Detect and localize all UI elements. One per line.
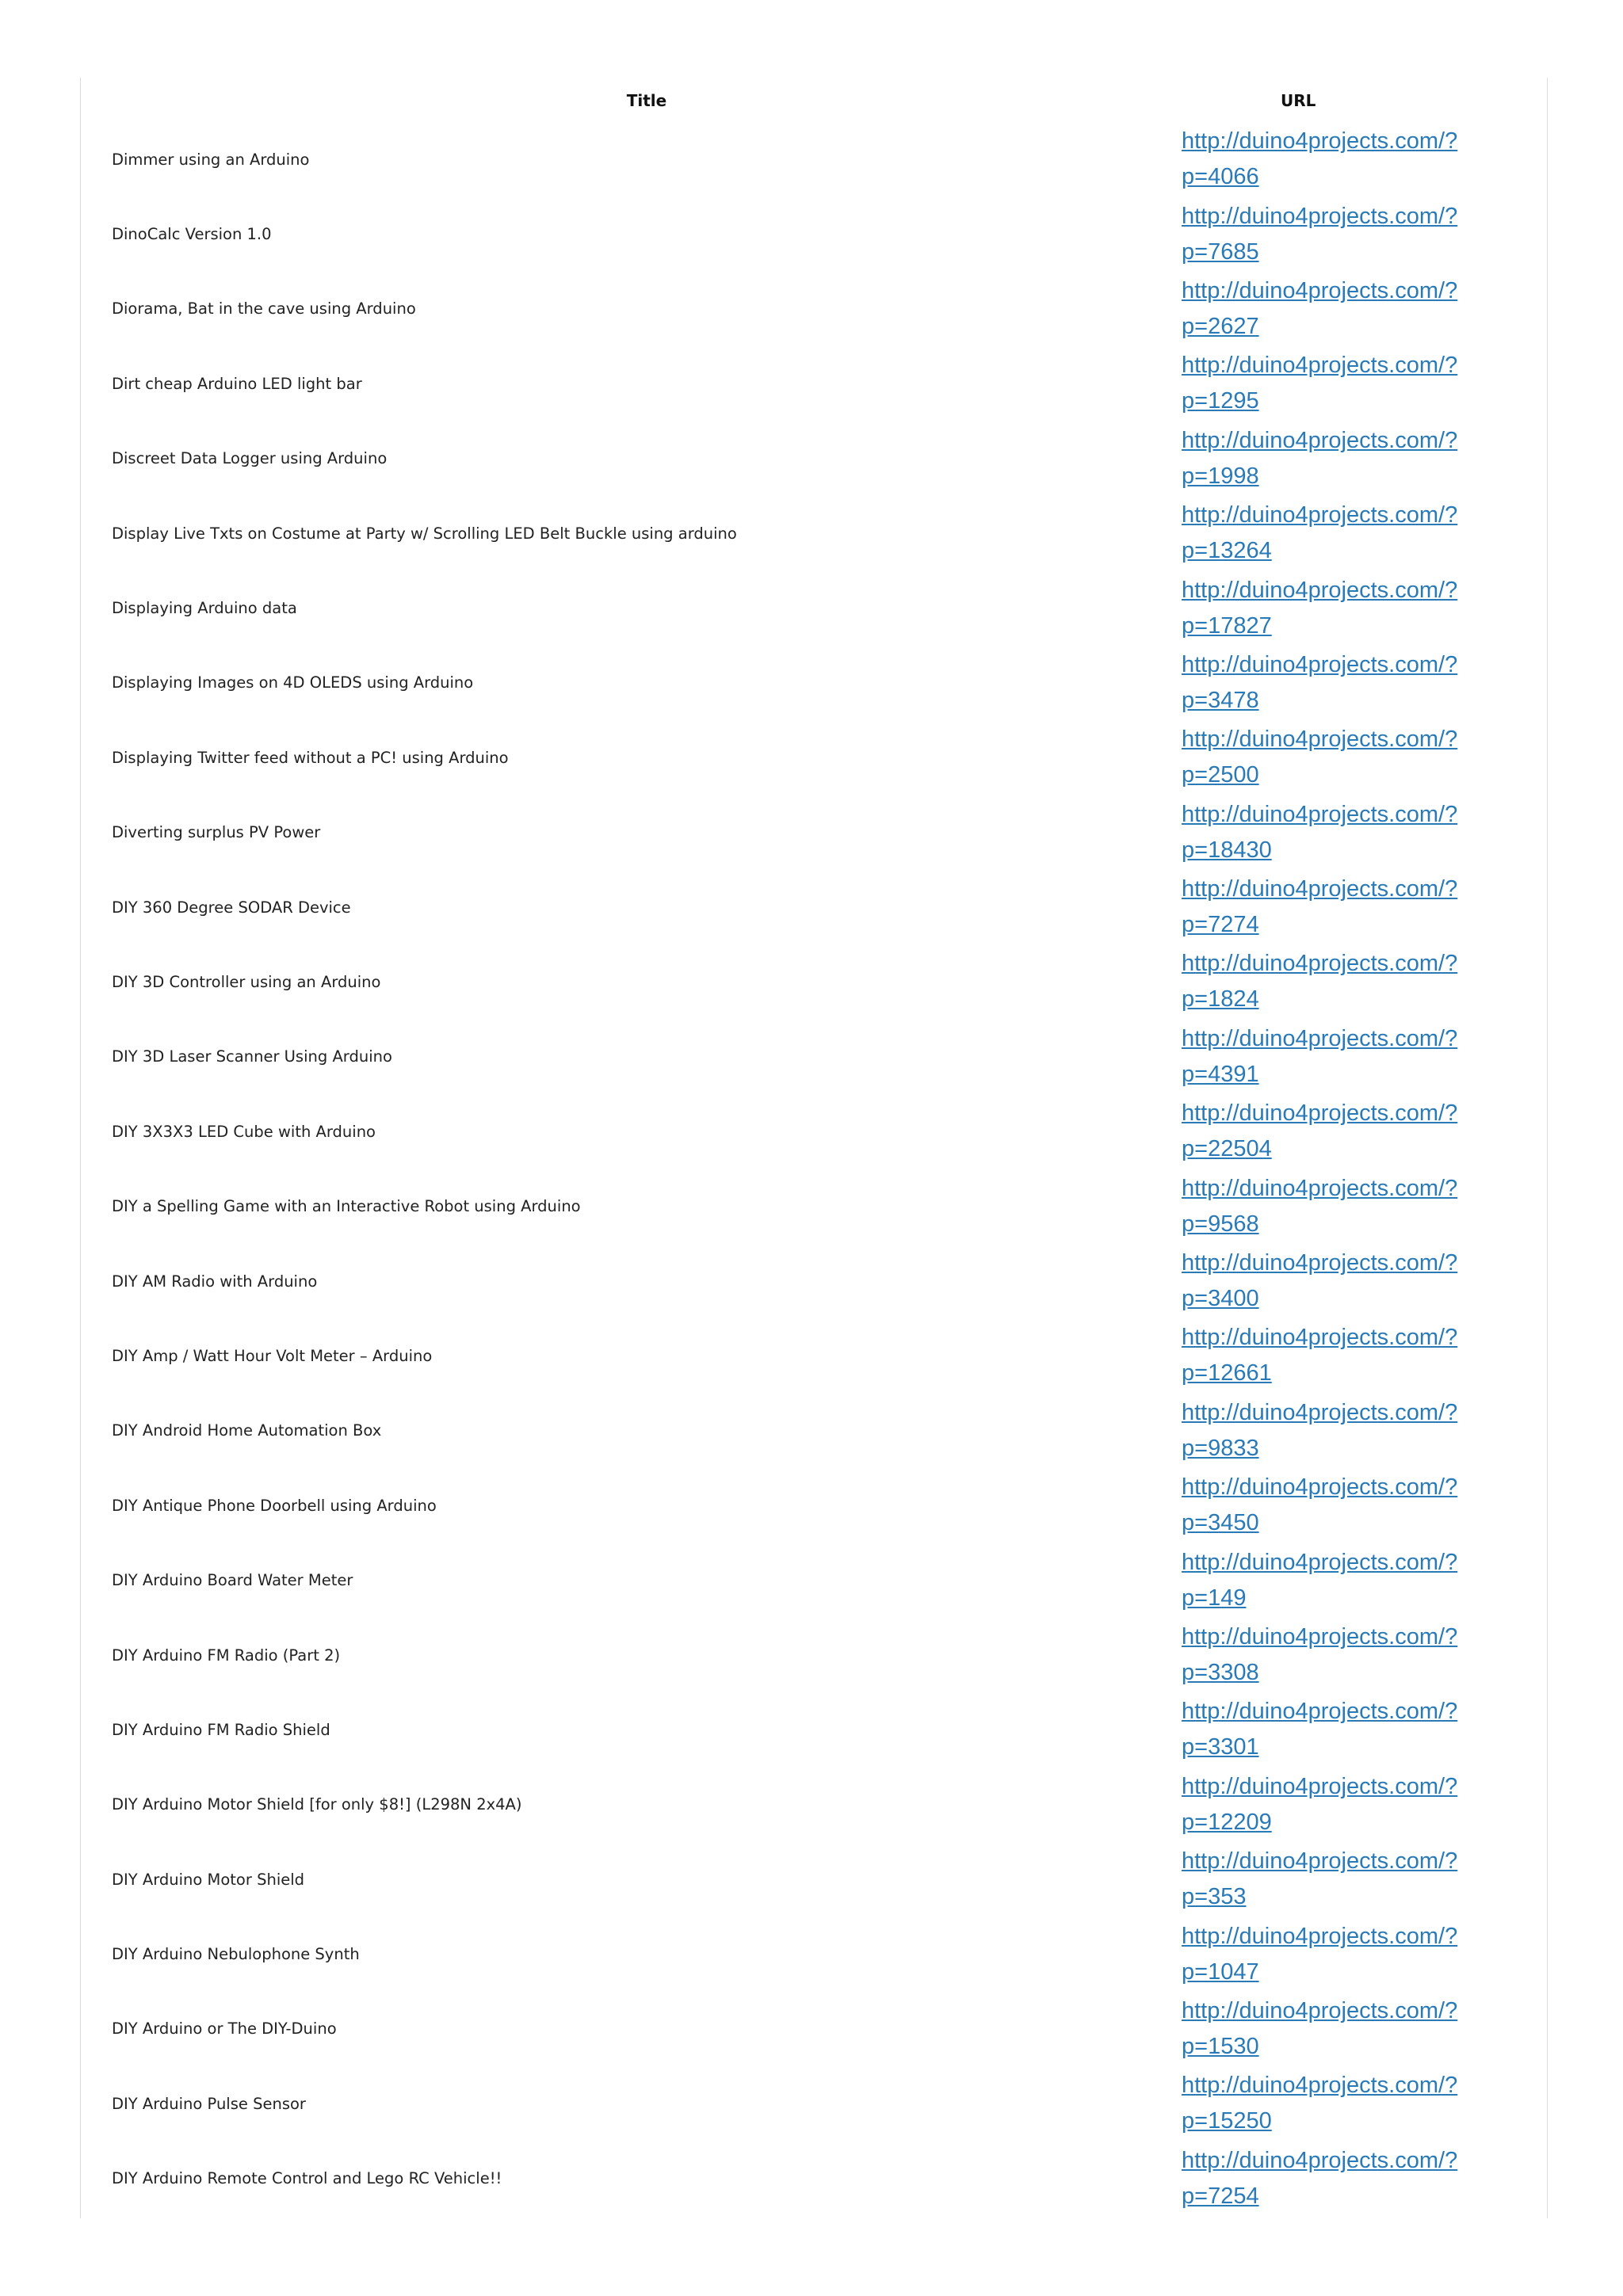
project-title: DIY Arduino Pulse Sensor	[112, 2094, 306, 2113]
project-url-cell	[1182, 1768, 1548, 1842]
table-header	[80, 79, 1548, 122]
project-url-link[interactable]: http://duino4projects.com/?p=7254	[1182, 2147, 1458, 2209]
project-title: Display Live Txts on Costume at Party w/ Scrolling LED Belt Buckle using arduino	[112, 524, 737, 543]
projects-table	[80, 79, 1548, 2216]
project-title: DIY 3D Laser Scanner Using Arduino	[112, 1047, 392, 1066]
project-url-link[interactable]: http://duino4projects.com/?p=3301	[1182, 1699, 1458, 1760]
project-url-link[interactable]: http://duino4projects.com/?p=15250	[1182, 2073, 1458, 2134]
header-row	[80, 79, 1548, 122]
table-row	[80, 870, 1548, 944]
project-url-link[interactable]: http://duino4projects.com/?p=2500	[1182, 727, 1458, 788]
project-url-cell	[1182, 1692, 1548, 1767]
table-row	[80, 2142, 1548, 2216]
table-body	[80, 122, 1548, 2216]
project-url-cell	[1182, 1020, 1548, 1094]
project-title: DIY Arduino Board Water Meter	[112, 1571, 353, 1590]
project-url-cell	[1182, 1842, 1548, 1917]
table-row	[80, 646, 1548, 720]
project-url-link[interactable]: http://duino4projects.com/?p=22504	[1182, 1100, 1458, 1162]
project-title: Dimmer using an Arduino	[112, 150, 310, 169]
table-row	[80, 2066, 1548, 2141]
project-url-link[interactable]: http://duino4projects.com/?p=7274	[1182, 876, 1458, 938]
column-header-title: Title	[626, 91, 667, 110]
table-row	[80, 944, 1548, 1019]
project-title: DIY 360 Degree SODAR Device	[112, 898, 351, 917]
project-url-link[interactable]: http://duino4projects.com/?p=9833	[1182, 1399, 1458, 1461]
project-title: DIY AM Radio with Arduino	[112, 1272, 318, 1291]
project-url-link[interactable]: http://duino4projects.com/?p=12209	[1182, 1773, 1458, 1835]
project-url-link[interactable]: http://duino4projects.com/?p=4066	[1182, 128, 1458, 190]
table-row	[80, 1020, 1548, 1094]
table-row	[80, 196, 1548, 271]
project-title: Displaying Images on 4D OLEDS using Arduino	[112, 673, 474, 692]
table-row	[80, 1842, 1548, 1917]
project-title: Diorama, Bat in the cave using Arduino	[112, 299, 416, 318]
table-row	[80, 1917, 1548, 1991]
project-url-cell	[1182, 2066, 1548, 2141]
table-row	[80, 1992, 1548, 2066]
project-title: DIY Arduino Motor Shield [for only $8!] (L298N 2x4A)	[112, 1795, 522, 1814]
project-title: Displaying Arduino data	[112, 599, 297, 618]
project-url-link[interactable]: http://duino4projects.com/?p=4391	[1182, 1025, 1458, 1087]
project-title: Displaying Twitter feed without a PC! using Arduino	[112, 748, 509, 767]
project-url-link[interactable]: http://duino4projects.com/?p=1295	[1182, 353, 1458, 414]
project-title: DIY Arduino Motor Shield	[112, 1870, 305, 1889]
project-url-cell	[1182, 1169, 1548, 1243]
project-url-link[interactable]: http://duino4projects.com/?p=7685	[1182, 203, 1458, 265]
project-title: DIY Arduino FM Radio Shield	[112, 1720, 330, 1739]
project-url-link[interactable]: http://duino4projects.com/?p=1824	[1182, 951, 1458, 1013]
table-row	[80, 272, 1548, 346]
project-url-cell	[1182, 196, 1548, 271]
table-row	[80, 1468, 1548, 1543]
project-url-cell	[1182, 272, 1548, 346]
project-title: DIY Amp / Watt Hour Volt Meter – Arduino	[112, 1346, 433, 1365]
project-title: DinoCalc Version 1.0	[112, 225, 272, 244]
table-row	[80, 1169, 1548, 1243]
table-row	[80, 720, 1548, 795]
project-title: DIY Android Home Automation Box	[112, 1421, 382, 1440]
table-row	[80, 1692, 1548, 1767]
project-url-link[interactable]: http://duino4projects.com/?p=1047	[1182, 1923, 1458, 1985]
project-url-cell	[1182, 1618, 1548, 1692]
table-row	[80, 346, 1548, 421]
table-row	[80, 496, 1548, 570]
project-url-link[interactable]: http://duino4projects.com/?p=3478	[1182, 651, 1458, 713]
project-url-link[interactable]: http://duino4projects.com/?p=3308	[1182, 1624, 1458, 1685]
project-url-link[interactable]: http://duino4projects.com/?p=2627	[1182, 277, 1458, 339]
project-url-link[interactable]: http://duino4projects.com/?p=9568	[1182, 1175, 1458, 1237]
project-url-cell	[1182, 1394, 1548, 1468]
table-row	[80, 1543, 1548, 1617]
project-url-cell	[1182, 944, 1548, 1019]
table-row	[80, 421, 1548, 496]
table-row	[80, 1094, 1548, 1169]
table-row	[80, 1244, 1548, 1318]
project-url-cell	[1182, 1318, 1548, 1393]
project-url-cell	[1182, 1992, 1548, 2066]
project-url-cell	[1182, 2142, 1548, 2216]
table-row	[80, 1318, 1548, 1393]
project-url-link[interactable]: http://duino4projects.com/?p=1998	[1182, 427, 1458, 489]
project-url-cell	[1182, 496, 1548, 570]
project-url-cell	[1182, 1094, 1548, 1169]
project-url-cell	[1182, 720, 1548, 795]
project-url-cell	[1182, 421, 1548, 496]
project-url-link[interactable]: http://duino4projects.com/?p=18430	[1182, 801, 1458, 863]
project-title: DIY Antique Phone Doorbell using Arduino	[112, 1496, 437, 1515]
project-url-cell	[1182, 870, 1548, 944]
project-url-link[interactable]: http://duino4projects.com/?p=17827	[1182, 577, 1458, 639]
project-title: DIY 3X3X3 LED Cube with Arduino	[112, 1122, 376, 1141]
table-row	[80, 122, 1548, 196]
project-title: DIY a Spelling Game with an Interactive Robot using Arduino	[112, 1197, 581, 1216]
table-row	[80, 795, 1548, 870]
project-url-cell	[1182, 1543, 1548, 1617]
project-title: DIY Arduino Remote Control and Lego RC Vehicle!!	[112, 2169, 502, 2188]
project-url-link[interactable]: http://duino4projects.com/?p=3450	[1182, 1474, 1458, 1536]
project-title: Diverting surplus PV Power	[112, 823, 321, 842]
project-title: DIY Arduino FM Radio (Part 2)	[112, 1646, 341, 1665]
project-url-cell	[1182, 646, 1548, 720]
project-title: DIY Arduino or The DIY-Duino	[112, 2019, 337, 2039]
project-url-link[interactable]: http://duino4projects.com/?p=149	[1182, 1549, 1458, 1611]
project-title: Dirt cheap Arduino LED light bar	[112, 374, 362, 393]
table-row	[80, 1768, 1548, 1842]
project-url-cell	[1182, 1244, 1548, 1318]
project-url-cell	[1182, 1917, 1548, 1991]
project-url-link[interactable]: http://duino4projects.com/?p=1530	[1182, 1997, 1458, 2059]
project-url-cell	[1182, 346, 1548, 421]
project-url-cell	[1182, 570, 1548, 645]
project-url-link[interactable]: http://duino4projects.com/?p=12661	[1182, 1325, 1458, 1386]
project-url-cell	[1182, 1468, 1548, 1543]
table-row	[80, 1394, 1548, 1468]
project-url-cell	[1182, 122, 1548, 196]
project-url-cell	[1182, 795, 1548, 870]
table-row	[80, 570, 1548, 645]
project-title: DIY 3D Controller using an Arduino	[112, 972, 381, 991]
project-url-link[interactable]: http://duino4projects.com/?p=13264	[1182, 502, 1458, 564]
project-title: DIY Arduino Nebulophone Synth	[112, 1945, 360, 1964]
project-title: Discreet Data Logger using Arduino	[112, 449, 388, 468]
project-url-link[interactable]: http://duino4projects.com/?p=3400	[1182, 1250, 1458, 1312]
project-url-link[interactable]: http://duino4projects.com/?p=353	[1182, 1848, 1458, 1910]
table-row	[80, 1618, 1548, 1692]
column-header-url: URL	[1281, 91, 1316, 110]
